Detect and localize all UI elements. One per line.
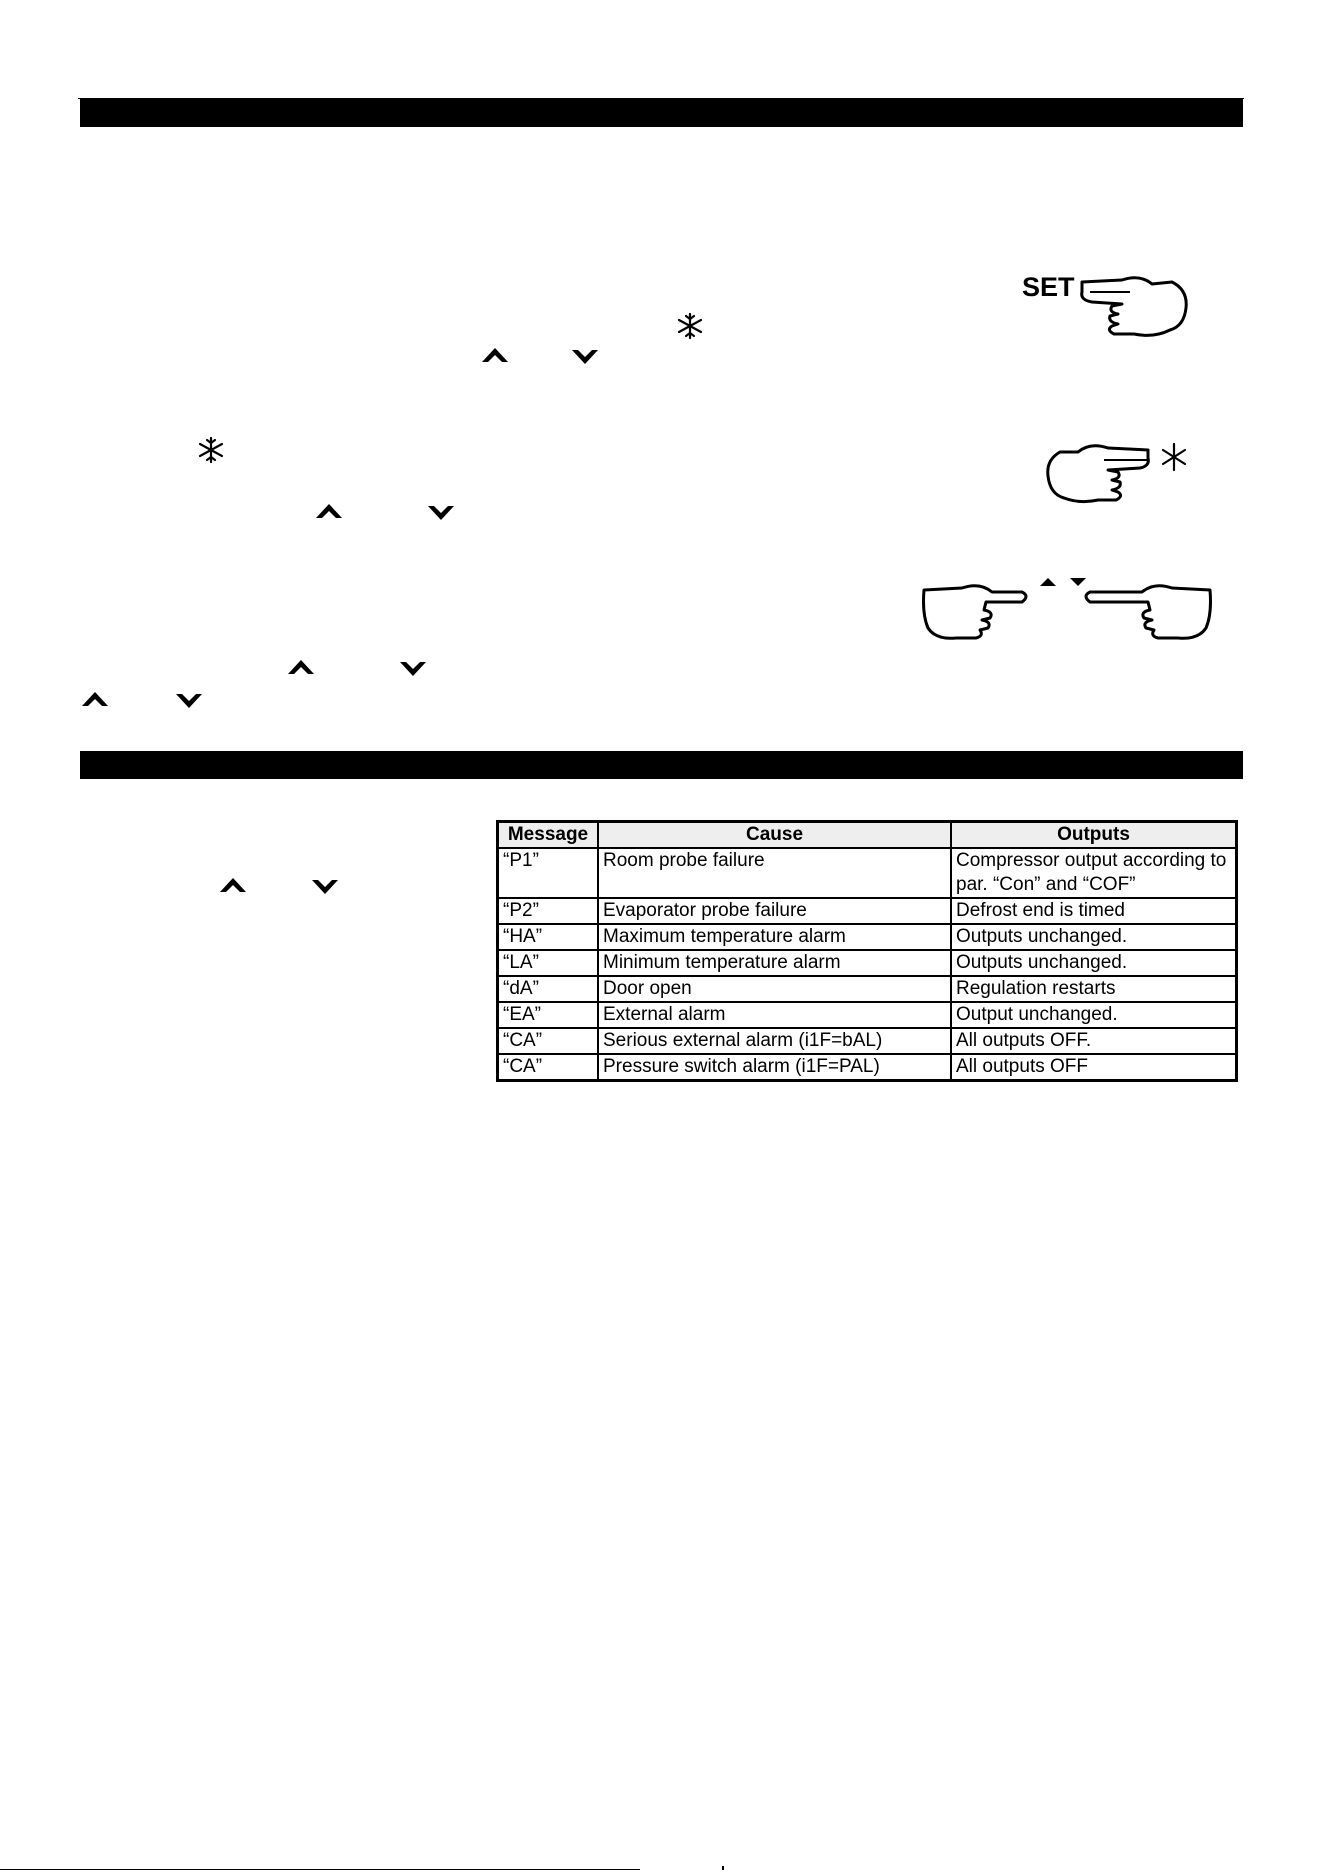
- cause-cell: External alarm: [598, 1002, 951, 1028]
- outputs-cell: Compressor output according to par. “Con” and “COF”: [951, 848, 1237, 898]
- table-row: [498, 898, 1237, 924]
- message-cell: “EA”: [498, 1002, 599, 1028]
- header-message: Message: [498, 822, 599, 849]
- footer-tick: [722, 1866, 724, 1870]
- arrow-up-icon: [286, 656, 316, 678]
- arrow-up-icon: [218, 874, 248, 896]
- cause-cell: Door open: [598, 976, 951, 1002]
- message-cell: “CA”: [498, 1054, 599, 1081]
- alarm-messages-table: [496, 820, 1238, 1082]
- arrow-down-icon: [398, 658, 428, 680]
- outputs-cell: All outputs OFF.: [951, 1028, 1237, 1054]
- message-cell: “dA”: [498, 976, 599, 1002]
- table-row: [498, 848, 1237, 898]
- up-down-hands-graphic: [922, 568, 1212, 642]
- message-cell: “LA”: [498, 950, 599, 976]
- header-cause: Cause: [598, 822, 951, 849]
- snowflake-icon: [676, 312, 704, 340]
- set-key-label: SET: [1022, 272, 1075, 302]
- table-row: [498, 1028, 1237, 1054]
- snowflake-icon: [1163, 444, 1185, 470]
- outputs-cell: All outputs OFF: [951, 1054, 1237, 1081]
- table-header-row: [498, 822, 1237, 849]
- header-outputs: Outputs: [951, 822, 1237, 849]
- outputs-cell: Outputs unchanged.: [951, 924, 1237, 950]
- pointing-hand-icon: [1082, 278, 1187, 336]
- message-cell: “HA”: [498, 924, 599, 950]
- cause-cell: Maximum temperature alarm: [598, 924, 951, 950]
- table-row: [498, 950, 1237, 976]
- arrow-up-icon: [480, 344, 510, 366]
- arrow-down-icon: [426, 502, 456, 524]
- set-hand-graphic: [1022, 268, 1202, 344]
- defrost-hand-graphic: [1044, 430, 1204, 506]
- table-row: [498, 924, 1237, 950]
- arrow-up-icon: [80, 688, 110, 710]
- pointing-hand-icon: [924, 586, 1027, 639]
- message-cell: “P1”: [498, 848, 599, 898]
- cause-cell: Serious external alarm (i1F=bAL): [598, 1028, 951, 1054]
- outputs-cell: Output unchanged.: [951, 1002, 1237, 1028]
- table-row: [498, 1054, 1237, 1081]
- message-cell: “CA”: [498, 1028, 599, 1054]
- pointing-hand-icon: [1086, 586, 1211, 639]
- arrow-down-icon: [310, 876, 340, 898]
- outputs-cell: Outputs unchanged.: [951, 950, 1237, 976]
- pointing-hand-icon: [1048, 446, 1149, 502]
- outputs-cell: Defrost end is timed: [951, 898, 1237, 924]
- cause-cell: Pressure switch alarm (i1F=PAL): [598, 1054, 951, 1081]
- cause-cell: Room probe failure: [598, 848, 951, 898]
- section-bar-alarms: [80, 751, 1243, 779]
- cause-cell: Minimum temperature alarm: [598, 950, 951, 976]
- snowflake-icon: [197, 436, 225, 464]
- footer-rule: [0, 1869, 640, 1870]
- arrow-down-icon: [1070, 578, 1086, 586]
- message-cell: “P2”: [498, 898, 599, 924]
- table-row: [498, 1002, 1237, 1028]
- section-bar-instructions: [80, 99, 1243, 127]
- outputs-cell: Regulation restarts: [951, 976, 1237, 1002]
- arrow-up-icon: [314, 500, 344, 522]
- arrow-down-icon: [174, 690, 204, 712]
- arrow-down-icon: [570, 346, 600, 368]
- table-row: [498, 976, 1237, 1002]
- cause-cell: Evaporator probe failure: [598, 898, 951, 924]
- arrow-up-icon: [1040, 578, 1056, 586]
